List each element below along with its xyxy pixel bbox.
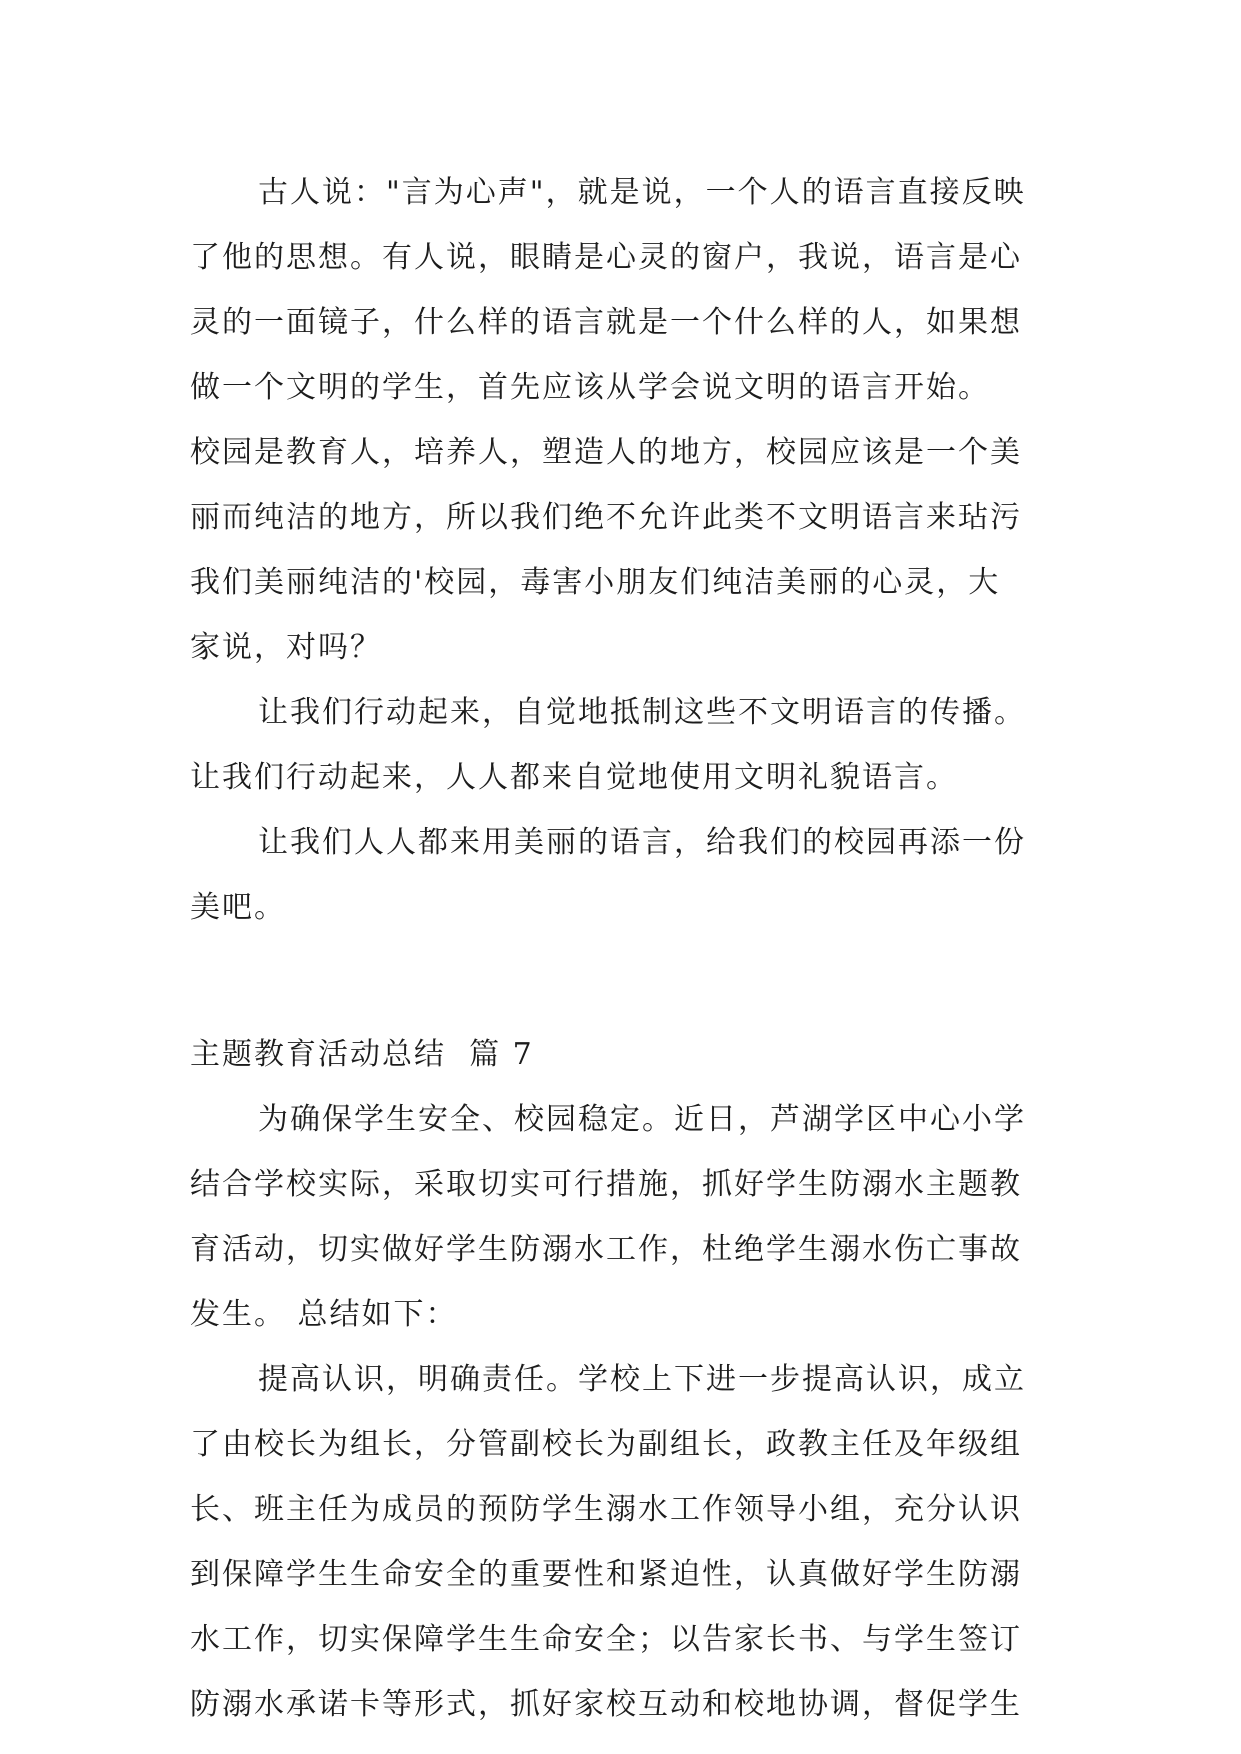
- text-line: 育活动，切实做好学生防溺水工作，杜绝学生溺水伤亡事故: [190, 1232, 1022, 1267]
- text-line: 为确保学生安全、校园稳定。近日，芦湖学区中心小学: [258, 1102, 1026, 1137]
- text-line: 做一个文明的学生，首先应该从学会说文明的语言开始。: [190, 370, 990, 405]
- section-heading: [190, 1022, 1060, 1087]
- text-line: 让我们行动起来，人人都来自觉地使用文明礼貌语言。: [190, 760, 958, 795]
- text-line: 校园是教育人，培养人，塑造人的地方，校园应该是一个美: [190, 435, 1022, 470]
- text-line: 水工作，切实保障学生生命安全；以告家长书、与学生签订: [190, 1622, 1022, 1657]
- text-line: 让我们行动起来，自觉地抵制这些不文明语言的传播。: [258, 695, 1026, 730]
- section-title: 主题教育活动总结 篇 7: [190, 1037, 534, 1072]
- paragraph: [190, 160, 1060, 680]
- text-line: 结合学校实际，采取切实可行措施，抓好学生防溺水主题教: [190, 1167, 1022, 1202]
- text-line: 发生。 总结如下：: [190, 1297, 458, 1332]
- text-line: 美吧。: [190, 890, 286, 925]
- paragraph: [190, 810, 1060, 940]
- text-line: 让我们人人都来用美丽的语言，给我们的校园再添一份: [258, 825, 1026, 860]
- text-line: 家说，对吗？: [190, 630, 382, 665]
- text-line: 长、班主任为成员的预防学生溺水工作领导小组，充分认识: [190, 1492, 1022, 1527]
- text-line: 提高认识，明确责任。学校上下进一步提高认识，成立: [258, 1362, 1026, 1397]
- text-line: 到保障学生生命安全的重要性和紧迫性，认真做好学生防溺: [190, 1557, 1022, 1592]
- text-line: 灵的一面镜子，什么样的语言就是一个什么样的人，如果想: [190, 305, 1022, 340]
- paragraph: [190, 1347, 1060, 1737]
- text-line: 了由校长为组长，分管副校长为副组长，政教主任及年级组: [190, 1427, 1022, 1462]
- text-line: 丽而纯洁的地方，所以我们绝不允许此类不文明语言来玷污: [190, 500, 1022, 535]
- paragraph: [190, 1087, 1060, 1347]
- text-line: 我们美丽纯洁的'校园，毒害小朋友们纯洁美丽的心灵，大: [190, 565, 1001, 600]
- text-line: 了他的思想。有人说，眼睛是心灵的窗户，我说，语言是心: [190, 240, 1022, 275]
- text-line: 古人说："言为心声"，就是说，一个人的语言直接反映: [258, 175, 1026, 210]
- document-body: [190, 160, 1060, 1737]
- paragraph: [190, 680, 1060, 810]
- text-line: 防溺水承诺卡等形式，抓好家校互动和校地协调，督促学生: [190, 1687, 1022, 1722]
